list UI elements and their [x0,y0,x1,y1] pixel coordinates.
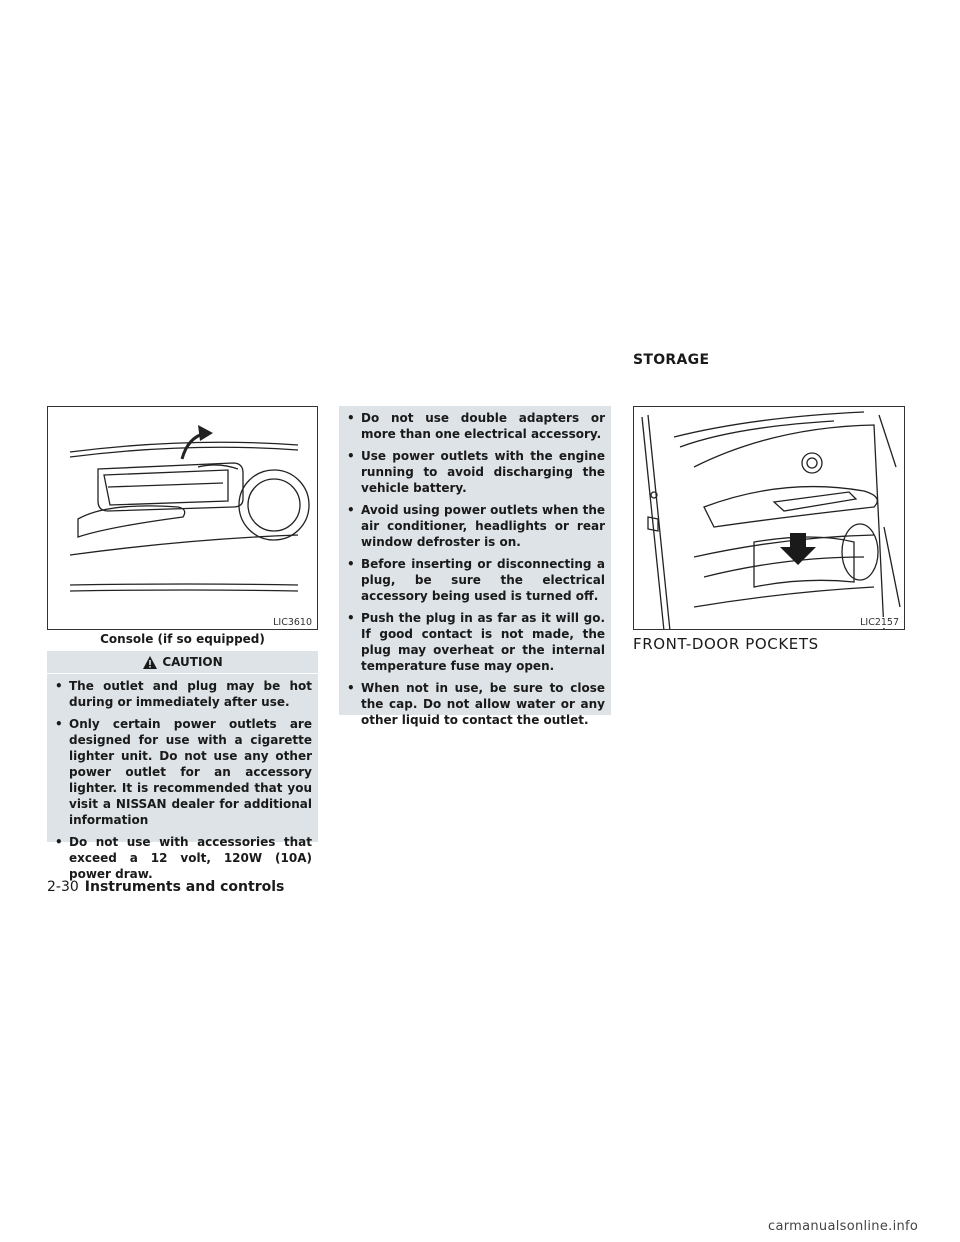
door-drawing [634,407,905,630]
caution-title: CAUTION [162,655,223,669]
caution-header [47,651,318,673]
caution-item: • Do not use double adapters or more than one electrical accessory. [347,410,605,442]
caution-item: • Avoid using power outlets when the air conditioner, headlights or rear window defroster is on. [347,502,605,550]
caution-item: • Before inserting or disconnecting a plug, be sure the electrical accessory being used is turned off. [347,556,605,604]
caution-item: • Only certain power outlets are designed for use with a cigarette lighter unit. Do not use any other power outlet for an accessory lighter. It is recommended that you visit a NISSAN dealer for additional information [55,716,312,828]
caution-continued-box [339,406,611,727]
caution-item: • The outlet and plug may be hot during or immediately after use. [55,678,312,710]
section-title: STORAGE [633,352,710,368]
figure-code: LIC2157 [860,617,899,628]
figure-caption: Console (if so equipped) [100,632,265,646]
caution-item: • When not in use, be sure to close the cap. Do not allow water or any other liquid to contact the outlet. [347,680,605,728]
chapter-title: Instruments and controls [84,879,285,895]
warning-icon [142,655,158,670]
caution-item: • Push the plug in as far as it will go. If good contact is not made, the plug may overheat or the internal temperature fuse may open. [347,610,605,674]
console-illustration [47,406,318,630]
figure-code: LIC3610 [273,617,312,628]
subheading: FRONT-DOOR POCKETS [633,635,819,653]
watermark: carmanualsonline.info [768,1219,919,1234]
caution-item: • Do not use with accessories that exceed a 12 volt, 120W (10A) power draw. [55,834,312,882]
caution-item: • Use power outlets with the engine running to avoid discharging the vehicle battery. [347,448,605,496]
console-drawing [48,407,318,630]
page-footer [47,879,284,895]
caution-box [47,651,318,881]
page-number: 2-30 [47,879,79,895]
door-pocket-illustration [633,406,905,630]
